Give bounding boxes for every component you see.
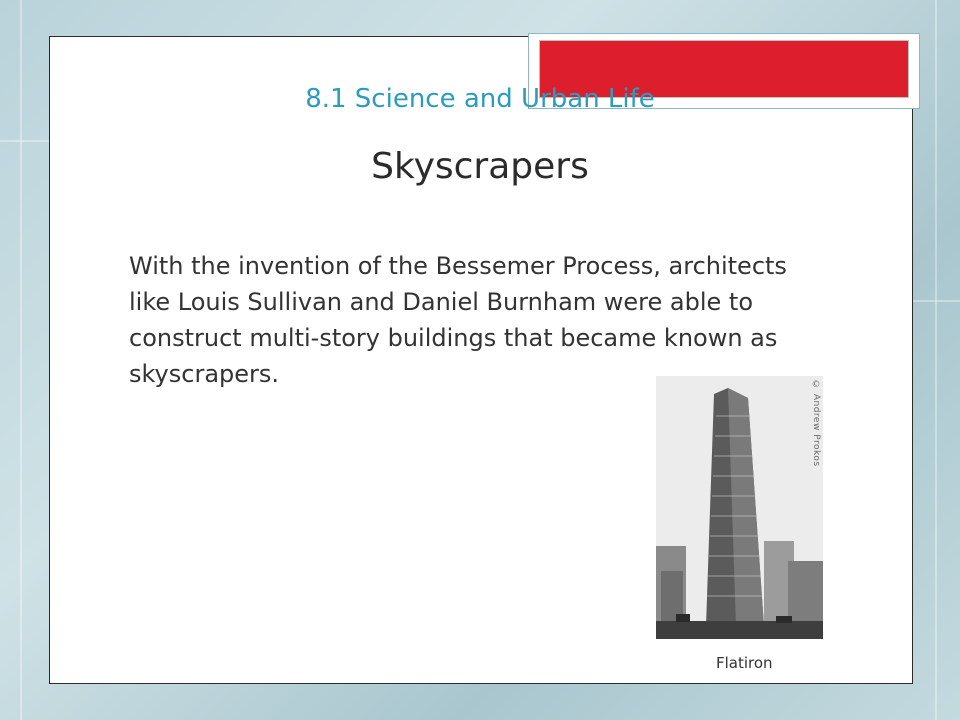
image-caption: Flatiron: [716, 654, 773, 672]
slide-body-text: With the invention of the Bessemer Process, architects like Louis Sullivan and Daniel Burnham were able to construct multi-story buildings that became known as skyscrapers.: [129, 252, 787, 388]
photo-watermark: © Andrew Prokos: [811, 380, 821, 467]
background-line: [0, 140, 49, 142]
flatiron-building-photo: [656, 376, 823, 639]
slide-title: Skyscrapers: [371, 146, 589, 187]
slide-subtitle: 8.1 Science and Urban Life: [305, 84, 655, 114]
